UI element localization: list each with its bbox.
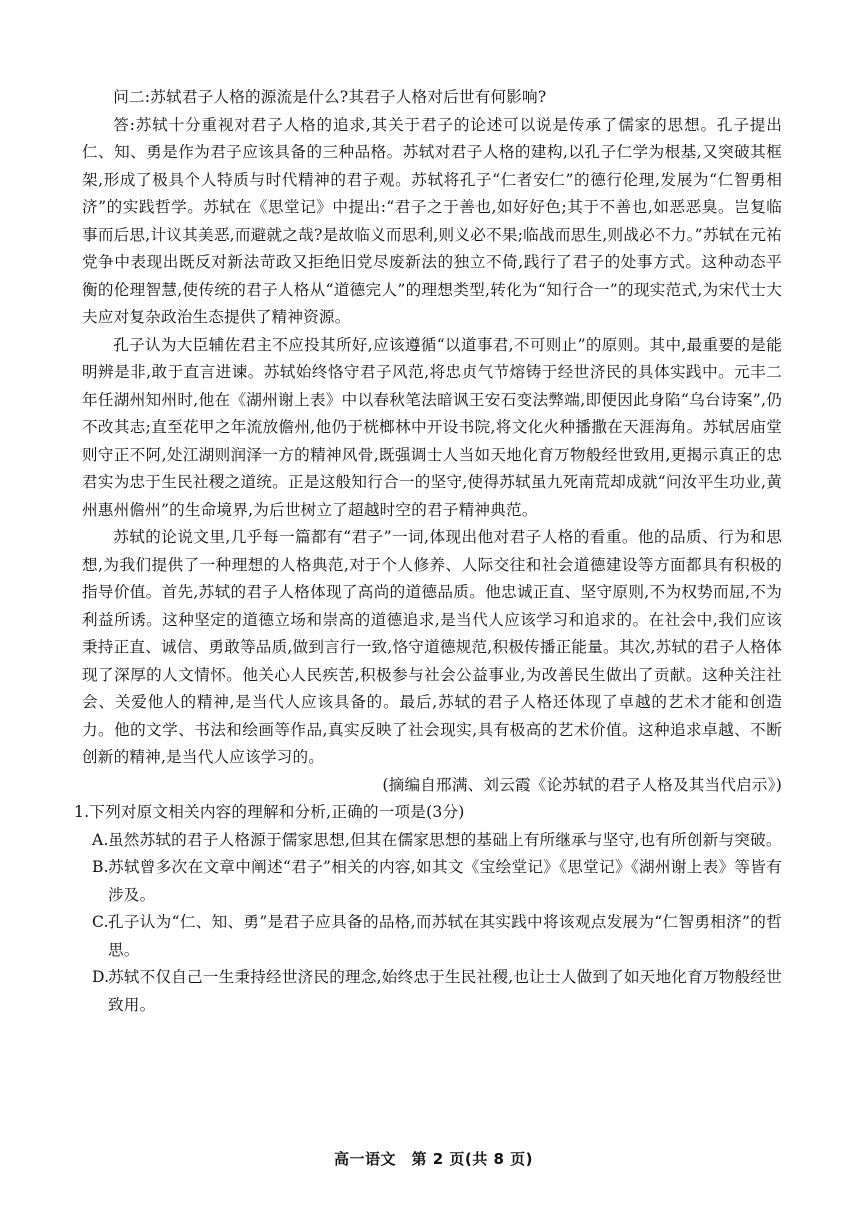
passage-paragraph: 答:苏轼十分重视对君子人格的追求,其关于君子的论述可以说是传承了儒家的思想。孔子提出仁、知、勇是作为君子应该具备的三种品格。苏轼对君子人格的建构,以孔子仁学为根基,又突破其框架,形成了极具个人特质与时代精神的君子观。苏轼将孔子“仁者安仁”的德行伦理,发展为“仁智勇相济”的实践哲学。苏轼在《思堂记》中提出:“君子之于善也,如好好色;其于不善也,如恶恶臭。岂复临事而后思,计议其美恶,而避就之哉?是故临义而思利,则义必不果;临战而思生,则战必不力。”苏轼在元祐党争中表现出既反对新法苛政又拒绝旧党尽废新法的独立不倚,践行了君子的处事方式。这种动态平衡的伦理智慧,使传统的君子人格从“道德完人”的理想类型,转化为“知行合一”的现实范式,为宋代士大夫应对复杂政治生态提供了精神资源。: [82, 115, 782, 326]
page-footer: 高一语文 第 2 页(共 8 页): [334, 1150, 533, 1168]
option-letter: A.: [92, 830, 109, 849]
option-text: 虽然苏轼的君子人格源于儒家思想,但其在儒家思想的基础上有所继承与坚守,也有所创新与突破。: [108, 830, 782, 849]
option-letter: C.: [92, 913, 109, 931]
option-b[interactable]: [74, 854, 782, 909]
source-citation: (摘编自邢满、刘云霞《论苏轼的君子人格及其当代启示》): [382, 775, 782, 794]
option-text: 孔子认为“仁、知、勇”是君子应具备的品格,而苏轼在其实践中将该观点发展为“仁智勇相济”的哲思。: [108, 913, 782, 959]
passage-paragraph: 苏轼的论说文里,几乎每一篇都有“君子”一词,体现出他对君子人格的看重。他的品质、行为和思想,为我们提供了一种理想的人格典范,对于个人修养、人际交往和社会道德建设等方面都具有积极的指导价值。首先,苏轼的君子人格体现了高尚的道德品质。他忠诚正直、坚守原则,不为权势而屈,不为利益所诱。这种坚定的道德立场和崇高的道德追求,是当代人应该学习和追求的。在社会中,我们应该秉持正直、诚信、勇敢等品质,做到言行一致,恪守道德规范,积极传播正能量。其次,苏轼的君子人格体现了深厚的人文情怀。他关心人民疾苦,积极参与社会公益事业,为改善民生做出了贡献。这种关注社会、关爱他人的精神,是当代人应该具备的。最后,苏轼的君子人格还体现了卓越的艺术才能和创造力。他的文学、书法和绘画等作品,真实反映了社会现实,具有极高的艺术价值。这种追求卓越、不断创新的精神,是当代人应该学习的。: [82, 528, 782, 766]
option-text: 苏轼曾多次在文章中阐述“君子”相关的内容,如其文《宝绘堂记》《思堂记》《湖州谢上表》等皆有涉及。: [108, 858, 782, 904]
option-letter: B.: [92, 858, 109, 876]
reading-passage: [74, 84, 782, 1019]
option-a[interactable]: [74, 827, 782, 855]
option-letter: D.: [92, 968, 110, 986]
question-stem: 1.下列对原文相关内容的理解和分析,正确的一项是(3分): [74, 803, 465, 821]
answer-options: [82, 827, 782, 1020]
option-d[interactable]: [74, 964, 782, 1019]
passage-question-heading: 问二:苏轼君子人格的源流是什么?其君子人格对后世有何影响?: [113, 88, 547, 106]
option-c[interactable]: [74, 909, 782, 964]
passage-paragraph: 孔子认为大臣辅佐君主不应投其所好,应该遵循“以道事君,不可则止”的原则。其中,最重要的是能明辨是非,敢于直言进谏。苏轼始终恪守君子风范,将忠贞气节熔铸于经世济民的具体实践中。元丰二年任湖州知州时,他在《湖州谢上表》中以春秋笔法暗讽王安石变法弊端,即便因此身陷“乌台诗案”,仍不改其志;直至花甲之年流放儋州,他仍于桄榔林中开设书院,将文化火种播撒在天涯海角。苏轼居庙堂则守正不阿,处江湖则润泽一方的精神风骨,既强调士人当如天地化育万物般经世致用,更揭示真正的忠君实为忠于生民社稷之道统。正是这般知行合一的坚守,使得苏轼虽九死南荒却成就“问汝平生功业,黄州惠州儋州”的生命境界,为后世树立了超越时空的君子精神典范。: [82, 335, 782, 519]
option-text: 苏轼不仅自己一生秉持经世济民的理念,始终忠于生民社稷,也让士人做到了如天地化育万物般经世致用。: [108, 968, 782, 1014]
